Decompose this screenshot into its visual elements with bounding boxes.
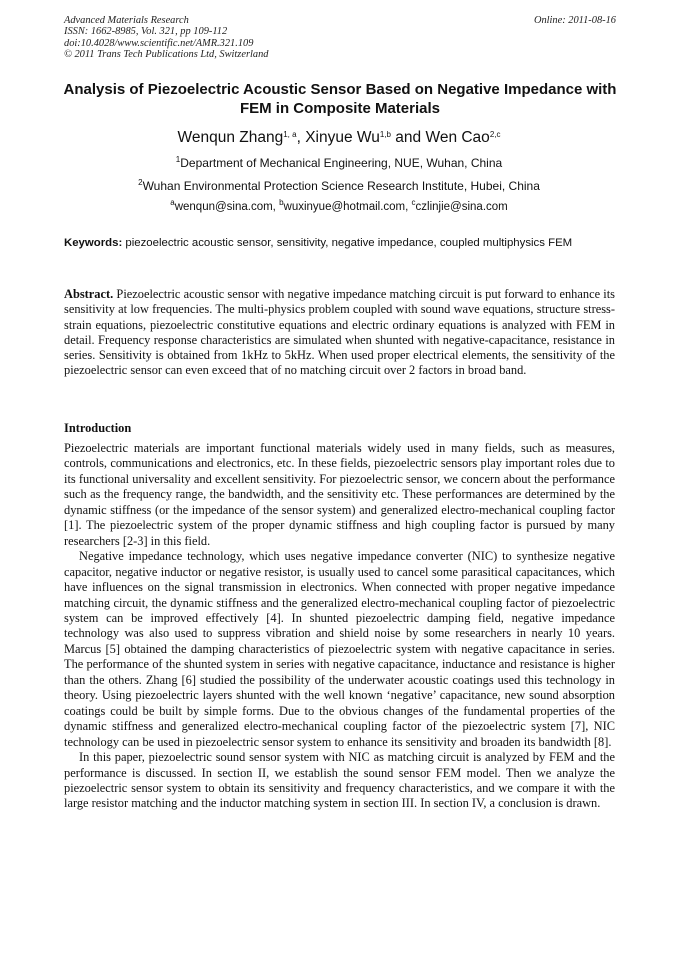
abstract-label: Abstract.: [64, 287, 114, 301]
affiliation-text: Department of Mechanical Engineering, NUE, Wuhan, China: [180, 156, 503, 170]
issn-line: ISSN: 1662-8985, Vol. 321, pp 109-112: [64, 26, 228, 38]
journal-name: Advanced Materials Research: [64, 15, 189, 26]
abstract-block: [64, 287, 615, 379]
body-paragraph: Negative impedance technology, which uses negative impedance converter (NIC) to synthesize negative capacitor, negative inductor or negative resistor, is usually used to cancel some parasitical capacitances, which have influences on the signal transmission in electronics. When connected with proper negative impedance matching circuit, the dynamic stiffness and the generalized electro-mechanical coupling factor of piezoelectric system can be improved effectively [4]. In shunted piezoelectric damping field, negative impedance technology was also used to suppress vibration and shield noise by some researchers in nearly 10 years. Marcus [5] obtained the damping characteristics of piezoelectric system with negative capacitance in series. The performance of the shunted system in series with negative capacitance, inductance and resistance is higher than the others. Zhang [6] studied the possibility of the underwater acoustic coatings used this technology in theory. Using piezoelectric layers shunted with the well known ‘negative’ capacitance, new sound absorption coatings could be built by simple forms. Due to the obvious changes of the fundamental properties of the dynamic stiffness and generalized electro-mechanical coupling factor of the piezoelectric system [7], NIC technology can be used in piezoelectric sensor system to enhance its sensitivity and broaden its bandwidth [8].: [64, 549, 615, 749]
body-paragraph: In this paper, piezoelectric sound sensor system with NIC as matching circuit is analyzed by FEM and the performance is discussed. In section II, we establish the sound sensor FEM model. Then we analyze the piezoelectric sensor system to obtain its sensitivity and frequency characteristics, and we compare it with the large resistor matching and the inductor matching system in section III. In section IV, a conclusion is drawn.: [64, 750, 615, 811]
introduction-body: [64, 441, 615, 812]
author-name: Wen Cao: [425, 129, 490, 146]
author-separator: ,: [296, 129, 306, 146]
paper-title: Analysis of Piezoelectric Acoustic Sensor Based on Negative Impedance with FEM in Composite Materials: [63, 81, 617, 117]
author-sup: 1, a: [283, 130, 297, 139]
online-date: Online: 2011-08-16: [533, 15, 616, 26]
affiliation-2: [0, 179, 678, 194]
email-sup: b: [279, 198, 284, 207]
abstract-text: Piezoelectric acoustic sensor with negative impedance matching circuit is put forward to enhance its sensitivity at low frequencies. The multi-physics problem coupled with sound wave equations, structure stress-strain equations, piezoelectric constitutive equations and electric ordinary equations is analyzed with FEM in detail. Frequency response characteristics are simulated when shunted with negative-capacitance, resistance in series. Sensitivity is obtained from 1kHz to 5kHz. When used proper electrical elements, the sensitivity of the piezoelectric sensor can even exceed that of no matching circuit over 2 factors in broad band.: [64, 287, 615, 378]
author-name: Wenqun Zhang: [177, 129, 284, 146]
email-address[interactable]: wuxinyue@hotmail.com,: [283, 201, 412, 213]
email-address[interactable]: wenqun@sina.com,: [174, 201, 280, 213]
author-separator: and: [390, 129, 426, 146]
journal-header: [64, 15, 616, 60]
author-list: [0, 128, 678, 148]
email-list: [0, 200, 678, 215]
doi-line[interactable]: doi:10.4028/www.scientific.net/AMR.321.109: [64, 37, 254, 49]
keywords-text: piezoelectric acoustic sensor, sensitivity, negative impedance, coupled multiphysics FEM: [122, 237, 573, 249]
affiliation-sup: 2: [138, 178, 143, 187]
email-address[interactable]: czlinjie@sina.com: [415, 201, 508, 213]
affiliation-sup: 1: [175, 155, 181, 164]
author-name: Xinyue Wu: [305, 129, 380, 146]
author-sup: 1,b: [379, 130, 391, 139]
affiliation-1: [0, 156, 678, 171]
email-sup: a: [170, 198, 175, 207]
author-sup: 2,c: [489, 130, 501, 139]
email-sup: c: [411, 198, 416, 207]
keywords-block: [64, 236, 615, 251]
affiliation-text: Wuhan Environmental Protection Science Research Institute, Hubei, China: [142, 179, 540, 193]
copyright-line: © 2011 Trans Tech Publications Ltd, Switzerland: [64, 48, 269, 60]
section-heading-introduction: Introduction: [64, 421, 132, 435]
body-paragraph: Piezoelectric materials are important functional materials widely used in many fields, such as measures, controls, communications and electronics, etc. In these fields, piezoelectric sensors play important roles due to its functional universality and excellent sensitivity. For piezoelectric sensor, we concern about the performance such as the frequency range, the bandwidth, and the sensitivity etc. These performances are determined by the dynamic stiffness (or the impedance of the sensor system) and generalized electro-mechanical coupling factor [1]. The piezoelectric system of the proper dynamic stiffness and high coupling factor is pursued by many researchers [2-3] in this field.: [64, 441, 615, 548]
keywords-label: Keywords:: [64, 237, 123, 249]
